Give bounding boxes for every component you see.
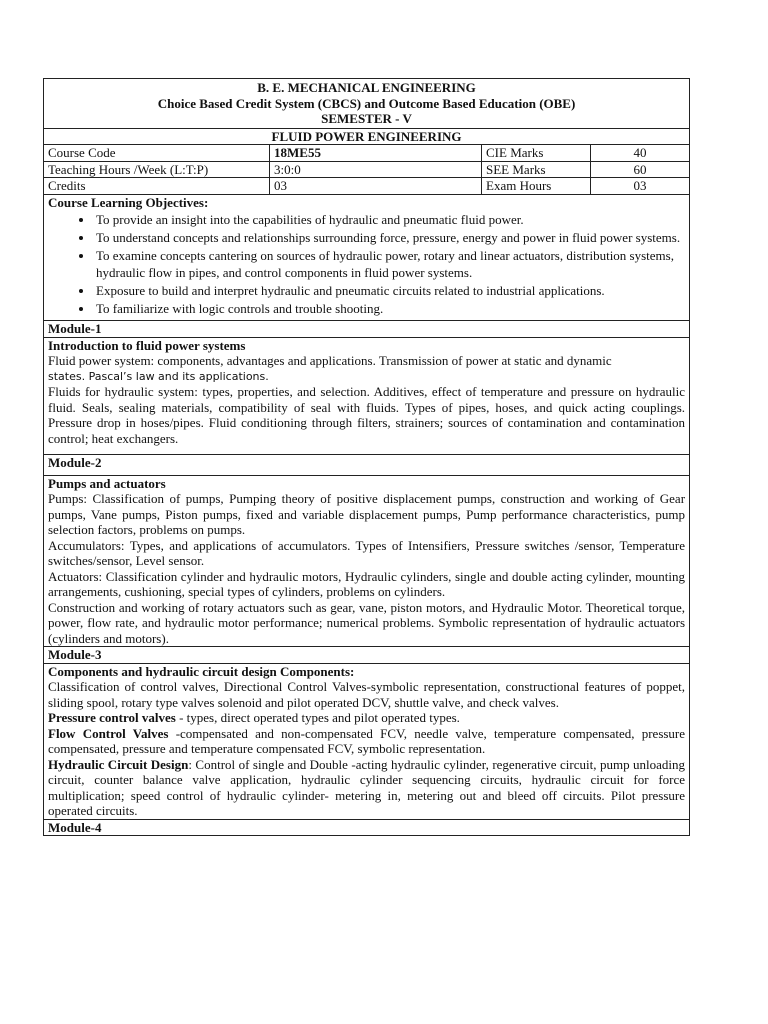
module-3-text <box>48 726 685 757</box>
module-3-text: Classification of control valves, Directional Control Valves-symbolic representation, constructional features of poppet, sliding spool, rotary type valves solenoid and pilot operated DCV, shuttle valve, and check valves. <box>48 679 686 710</box>
objectives-row <box>44 194 690 321</box>
objective-item: • To familiarize with logic controls and trouble shooting. <box>94 300 685 317</box>
objective-item: • Exposure to build and interpret hydraulic and pneumatic circuits related to industrial applications. <box>94 282 685 299</box>
module-1-text: states. Pascal’s law and its applications. <box>48 369 269 383</box>
info-row <box>44 178 690 195</box>
module-1-heading: Introduction to fluid power systems <box>48 337 246 353</box>
objective-item: • To examine concepts cantering on sources of hydraulic power, rotary and linear actuators, distribution systems, hydraulic flow in pipes, and control components in fluid power systems. <box>94 247 685 281</box>
hydraulic-circuit-design-text: : Control of single and Double -acting hydraulic cylinder, regenerative circuit, pump unloading circuit, counter balance valve application, hydraulic cylinder sequencing circuits, hydraulic circuit for force multiplication; speed control of hydraulic cylinder- metering in, metering out and bleed off circuits. Pilot pressure operated circuits. <box>48 756 686 818</box>
module-2-text: Construction and working of rotary actuators such as gear, vane, piston motors, and Hydraulic Motor. Theoretical torque, power, flow rate, and hydraulic motor performance; numerical problems. Symbolic representation of hydraulic actuators (cylinders and motors). <box>48 599 686 646</box>
objective-item: • To provide an insight into the capabilities of hydraulic and pneumatic fluid power. <box>94 211 685 228</box>
program-title: B. E. MECHANICAL ENGINEERING <box>257 80 476 95</box>
module-2-text: Actuators: Classification cylinder and hydraulic motors, Hydraulic cylinders, single and double acting cylinder, mounting arrangements, cushioning, special types of cylinders, problems on cylinders. <box>48 568 686 599</box>
info-value2: 40 <box>591 145 690 162</box>
info-label2: CIE Marks <box>482 145 591 162</box>
course-title-row <box>44 128 690 145</box>
course-title: FLUID POWER ENGINEERING <box>44 128 690 145</box>
info-row <box>44 145 690 162</box>
module-2-text: Pumps: Classification of pumps, Pumping theory of positive displacement pumps, construction and working of Gear pumps, Vane pumps, Piston pumps, fixed and variable displacement pumps, Pump performance characteristics, pump selection factors, problems on pumps. <box>48 491 686 537</box>
module-1-content <box>44 337 690 455</box>
objectives-title: Course Learning Objectives: <box>48 194 209 210</box>
module-2-content <box>44 475 690 647</box>
flow-control-valves-text: -compensated and non-compensated FCV, needle valve, temperature compensated, pressure compensated, pressure and temperature compensated FCV, symbolic representation. <box>48 725 686 756</box>
flow-control-valves-label: Flow Control Valves <box>48 725 169 741</box>
module-2-label: Module-2 <box>44 455 690 476</box>
module-3-text <box>48 710 685 726</box>
module-label-row <box>44 455 690 476</box>
module-label-row <box>44 647 690 664</box>
module-1-label: Module-1 <box>44 321 690 338</box>
module-3-label: Module-3 <box>44 647 690 664</box>
header-row <box>44 79 690 129</box>
pressure-control-valves-label: Pressure control valves <box>48 710 176 725</box>
module-3-text <box>48 757 685 819</box>
objective-item: • To understand concepts and relationships surrounding force, pressure, energy and power in fluid power systems. <box>94 229 685 246</box>
info-value: 03 <box>270 178 482 195</box>
info-value2: 60 <box>591 161 690 178</box>
objectives-list <box>48 211 685 317</box>
info-label: Course Code <box>44 145 270 162</box>
syllabus-document <box>43 78 689 836</box>
hydraulic-circuit-design-label: Hydraulic Circuit Design <box>48 756 189 772</box>
pressure-control-valves-text: - types, direct operated types and pilot operated types. <box>175 710 460 725</box>
info-value2: 03 <box>591 178 690 195</box>
info-label2: Exam Hours <box>482 178 591 195</box>
syllabus-table <box>43 78 690 836</box>
info-label2: SEE Marks <box>482 161 591 178</box>
info-value: 3:0:0 <box>270 161 482 178</box>
info-label: Teaching Hours /Week (L:T:P) <box>44 161 270 178</box>
module-3-heading: Components and hydraulic circuit design Components: <box>48 663 355 679</box>
scheme-title: Choice Based Credit System (CBCS) and Outcome Based Education (OBE) <box>157 95 576 111</box>
module-2-text: Accumulators: Types, and applications of accumulators. Types of Intensifiers, Pressure switches /sensor, Temperature switches/sensor, Level sensor. <box>48 537 686 568</box>
info-row <box>44 161 690 178</box>
module-2-heading: Pumps and actuators <box>48 475 166 491</box>
module-1-text: Fluids for hydraulic system: types, properties, and selection. Additives, effect of temperature and pressure on hydraulic fluid. Seals, sealing materials, compatibility of seal with fluids. Types of pipes, hoses, and quick acting couplings. Pressure drop in hoses/pipes. Fluid conditioning through filters, strainers; sources of contamination and contamination control; heat exchangers. <box>48 384 686 446</box>
semester-title: SEMESTER - V <box>321 111 412 126</box>
module-label-row <box>44 819 690 836</box>
module-1-text: Fluid power system: components, advantages and applications. Transmission of power at static and dynamic <box>48 353 612 368</box>
info-value: 18ME55 <box>270 145 482 162</box>
info-label: Credits <box>44 178 270 195</box>
module-3-content <box>44 663 690 819</box>
module-4-label: Module-4 <box>44 819 690 836</box>
module-label-row <box>44 321 690 338</box>
